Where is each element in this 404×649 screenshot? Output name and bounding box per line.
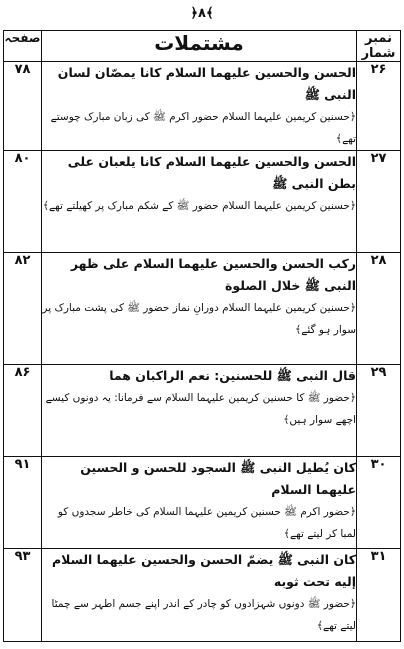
arabic-heading: کان یُطیل النبی ﷺ السجود للحسن و الحسین علیهما السلام (80, 460, 356, 497)
row-page: ۷۸ (4, 62, 42, 151)
urdu-heading: ﴿حسنین کریمین علیہما السلام دورانِ نماز حضور ﷺ کی پشت مبارک پر سوار ہو گئے﴾ (42, 302, 356, 336)
row-number: ۲۹ (357, 365, 401, 457)
arabic-heading: الحسن والحسین علیهما السلام کانا یمصّان لسان النبی ﷺ (57, 65, 356, 102)
arabic-heading: قال النبی ﷺ للحسنین: نعم الراکبان هما (109, 368, 356, 383)
row-page: ۸۰ (4, 151, 42, 253)
arabic-heading: الحسن والحسین علیهما السلام کانا یلعبان علی بطن النبی ﷺ (67, 154, 356, 191)
table-row (4, 151, 401, 253)
contents-table (3, 30, 401, 642)
header-contents: مشتملات (42, 31, 357, 62)
table-row (4, 549, 401, 642)
row-number: ۲۸ (357, 253, 401, 365)
arabic-heading: رکب الحسن والحسین علیهما السلام علی ظهر النبی ﷺ خلال الصلوة (70, 256, 356, 293)
row-content (42, 253, 357, 365)
row-number: ۳۱ (357, 549, 401, 642)
page-number: ﴿۸﴾ (190, 6, 214, 21)
row-content (42, 62, 357, 151)
table-row (4, 457, 401, 549)
table-row (4, 62, 401, 151)
row-content (42, 457, 357, 549)
urdu-heading: ﴿حسنین کریمین علیہما السلام حضور ﷺ کے شکم مبارک پر کھیلتے تھے﴾ (42, 200, 356, 212)
row-number: ۳۰ (357, 457, 401, 549)
row-page: ۸۶ (4, 365, 42, 457)
urdu-heading: ﴿حضور ﷺ دونوں شہزادوں کو چادر کے اندر اپنے جسم اطہر سے چمٹا لیتے تھے﴾ (51, 598, 356, 632)
urdu-heading: ﴿حسنین کریمین علیہما السلام حضور اکرم ﷺ کی زبان مبارک چوستے تھے﴾ (50, 111, 356, 145)
header-serial-number: نمبر شمار (357, 31, 401, 62)
urdu-heading: ﴿حضور ﷺ کا حسنین کریمین علیہما السلام سے فرمانا: یہ دونوں کیسے اچھے سوار ہیں﴾ (45, 392, 356, 426)
row-page: ۹۳ (4, 549, 42, 642)
table-row (4, 365, 401, 457)
urdu-heading: ﴿حضور اکرم ﷺ حسنین کریمین علیہما السلام کی خاطر سجدوں کو لمبا کر لیتے تھے﴾ (57, 506, 356, 540)
row-content (42, 549, 357, 642)
table-row (4, 253, 401, 365)
row-number: ۲۷ (357, 151, 401, 253)
row-content (42, 365, 357, 457)
row-number: ۲۶ (357, 62, 401, 151)
header-page: صفحہ (4, 31, 42, 62)
row-page: ۸۲ (4, 253, 42, 365)
row-content (42, 151, 357, 253)
arabic-heading: کان النبی ﷺ یضمّ الحسن والحسین علیهما السلام إلیه تحت ثوبه (51, 552, 356, 589)
table-header (4, 31, 401, 62)
row-page: ۹۱ (4, 457, 42, 549)
